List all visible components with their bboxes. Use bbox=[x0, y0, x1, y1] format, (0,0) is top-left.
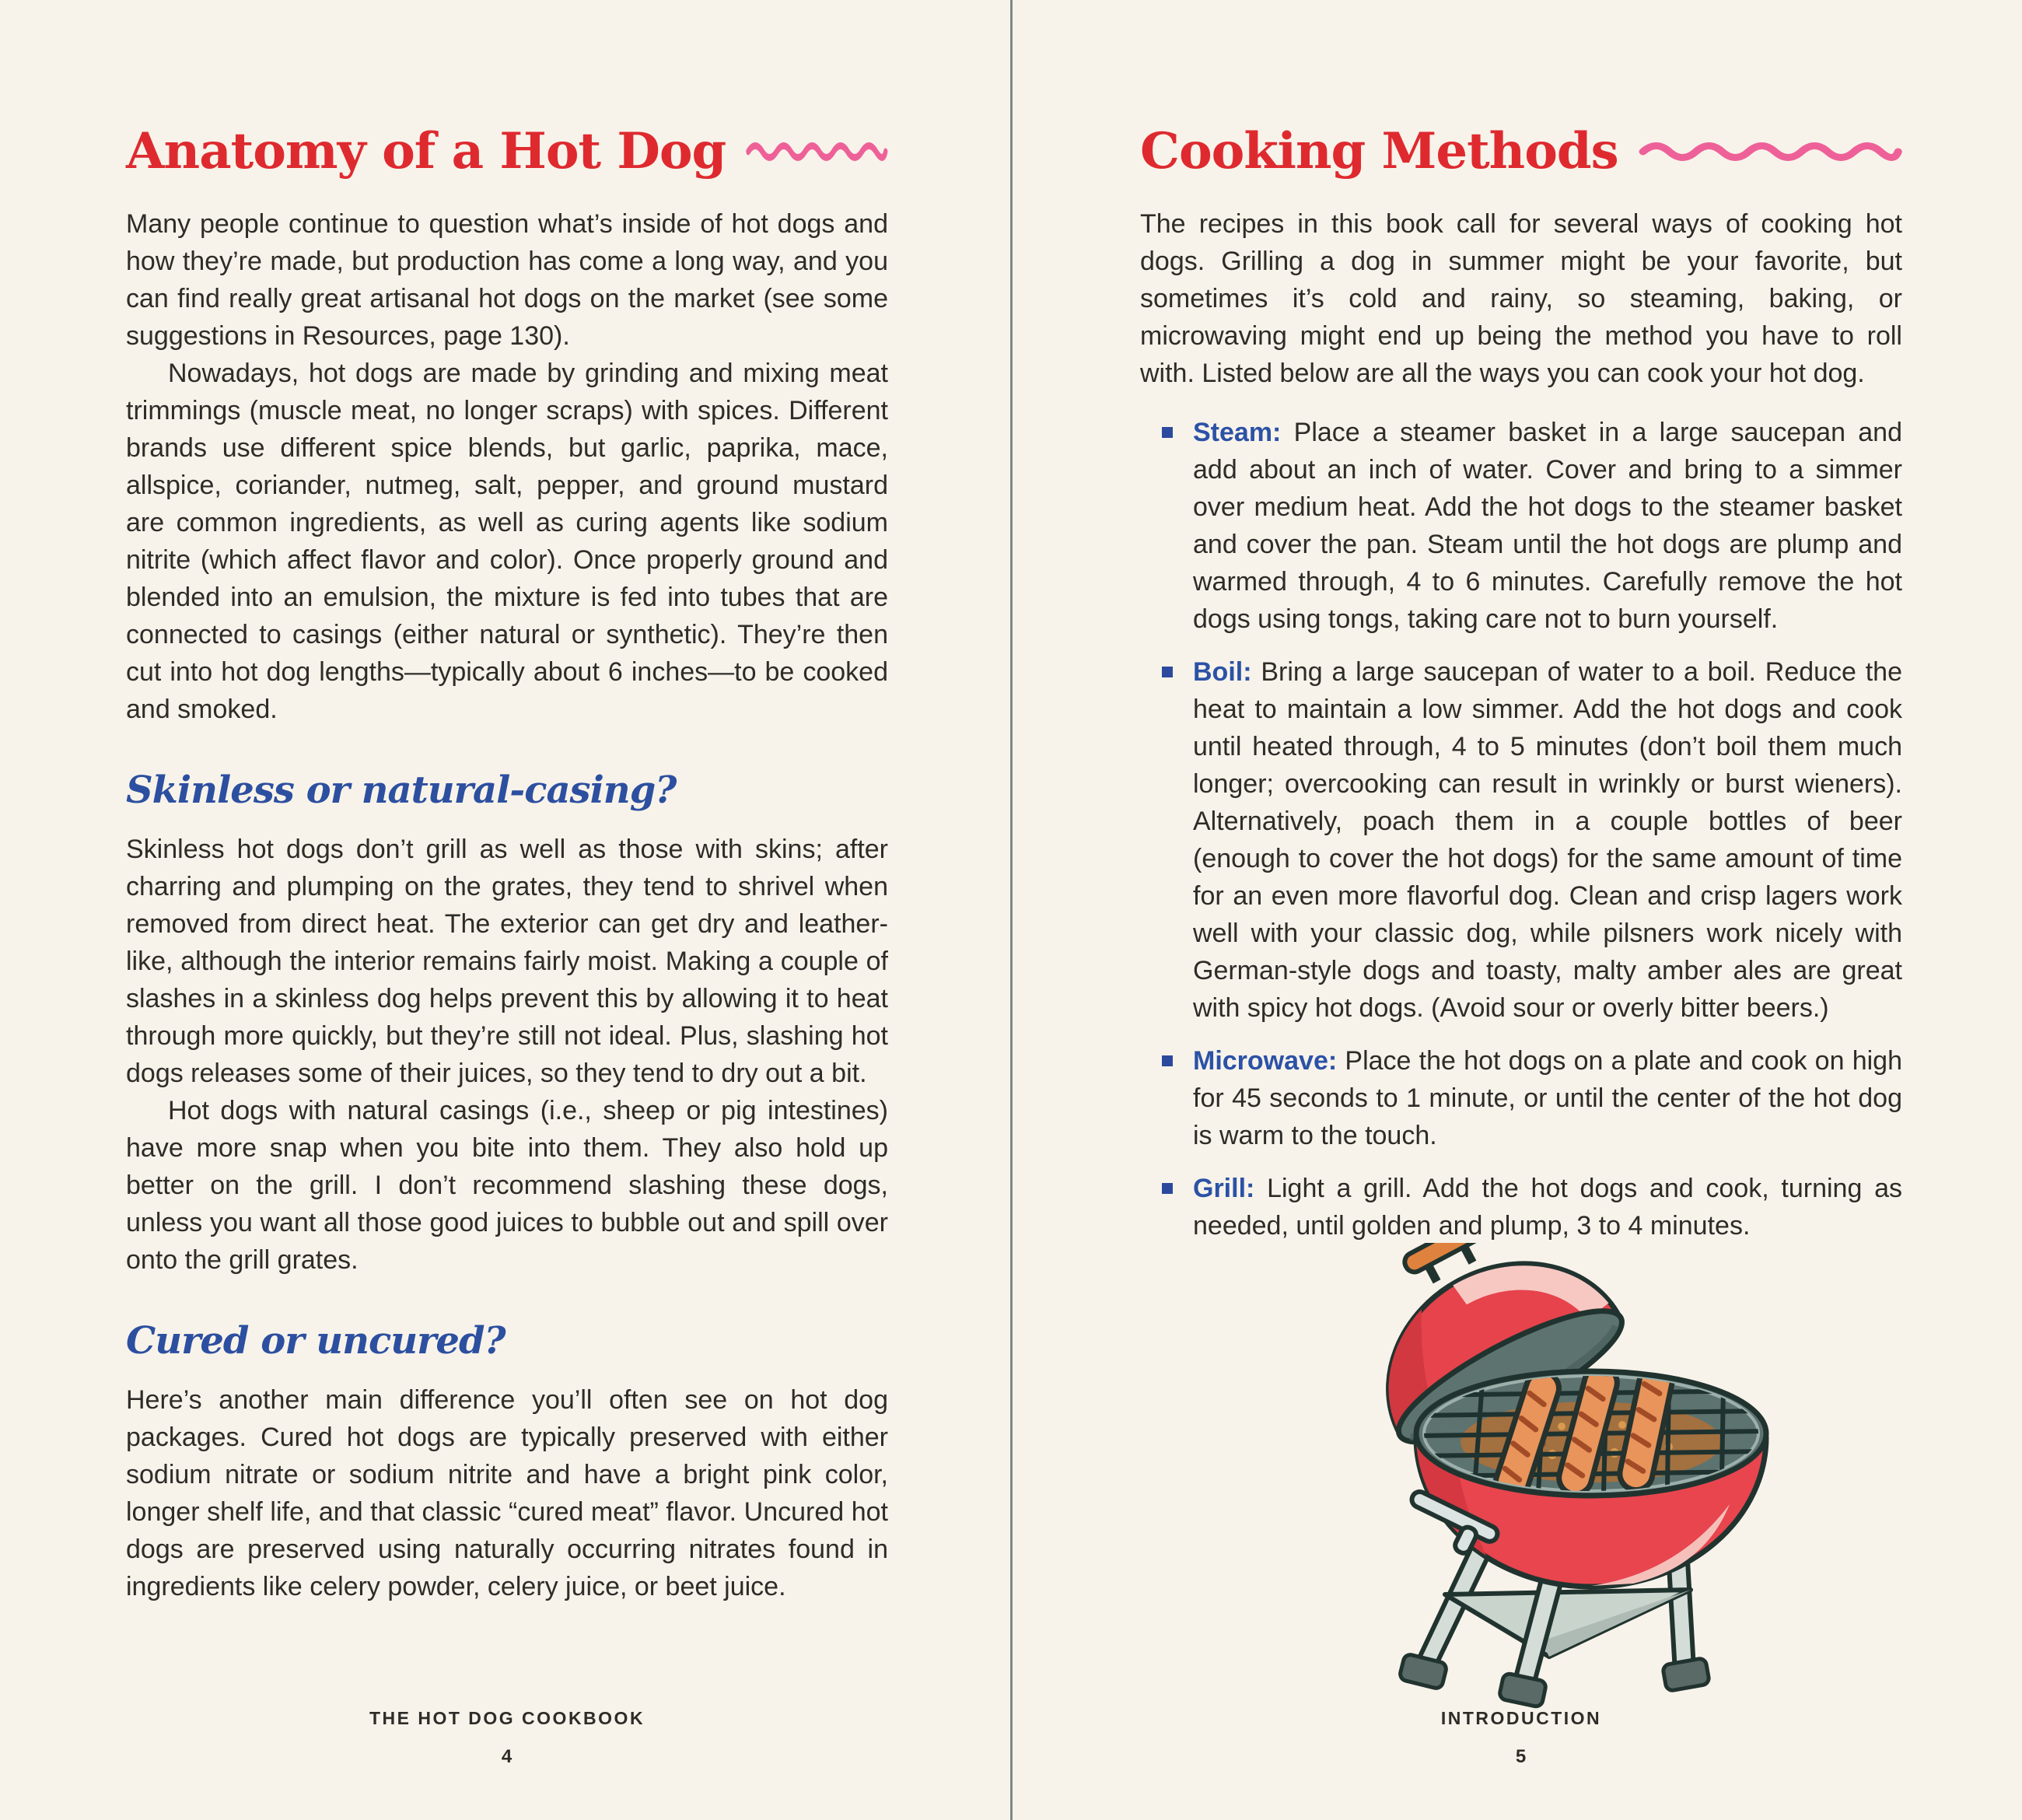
page-number: 4 bbox=[501, 1746, 513, 1767]
running-title: INTRODUCTION bbox=[1440, 1708, 1602, 1728]
bullet-square-icon bbox=[1162, 1055, 1173, 1066]
left-page-heading-row bbox=[126, 0, 888, 185]
method-label: Microwave: bbox=[1193, 1046, 1338, 1076]
right-page-heading-row bbox=[1140, 0, 1902, 185]
page-title: Cooking Methods bbox=[1140, 122, 1618, 180]
page-number: 5 bbox=[1515, 1746, 1527, 1767]
method-text: Bring a large saucepan of water to a boil. Reduce the heat to maintain a low simmer. Add the hot dogs and cook until heated through, 4 to 5 minutes (don’t boil them much longer; overcooking can result in wrinkly or burst wieners). Alternatively, poach them in a couple bottles of beer (enough to cover the hot dogs) for the same amount of time for an even more flavorful dog. Clean and crisp lagers work well with your classic dog, while pilsners work nicely with German-style dogs and toasty, malty amber ales are great with spicy hot dogs. (Avoid sour or overly bitter beers.) bbox=[1193, 657, 1902, 1023]
method-text: Light a grill. Add the hot dogs and cook, turning as needed, until golden and plump, 3 to 4 minutes. bbox=[1193, 1174, 1902, 1241]
bullet-square-icon bbox=[1162, 667, 1173, 677]
page-title: Anatomy of a Hot Dog bbox=[126, 122, 726, 180]
page-left bbox=[126, 0, 888, 1820]
list-item-grill bbox=[1140, 1170, 1902, 1244]
kettle-grill-illustration bbox=[1358, 1243, 1786, 1710]
page-right bbox=[1140, 0, 1902, 1820]
bullet-square-icon bbox=[1162, 1183, 1173, 1194]
cooking-methods-list bbox=[1140, 414, 1902, 1244]
list-item-microwave bbox=[1140, 1042, 1902, 1154]
method-text: Place the hot dogs on a plate and cook on high for 45 seconds to 1 minute, or until the center of the hot dog is warm to the touch. bbox=[1193, 1046, 1902, 1150]
list-item-steam bbox=[1140, 414, 1902, 638]
page-divider bbox=[1010, 0, 1013, 1820]
method-label: Grill: bbox=[1193, 1174, 1255, 1203]
section-heading: Skinless or natural-casing? bbox=[126, 768, 677, 812]
paragraph: Nowadays, hot dogs are made by grinding and mixing meat trimmings (muscle meat, no longer scraps) with spices. Different brands use different spice blends, but garlic, paprika, mace, allspice, coriander, nutmeg, salt, pepper, and ground mustard are common ingredients, as well as curing agents like sodium nitrite (which affect flavor and color). Once properly ground and blended into an emulsion, the mixture is fed into tubes that are connected to casings (either natural or synthetic). They’re then cut into hot dog lengths—typically about 6 inches—to be cooked and smoked. bbox=[126, 359, 888, 724]
paragraph: Many people continue to question what’s inside of hot dogs and how they’re made, but production has come a long way, and you can find really great artisanal hot dogs on the market (see some suggestions in Resources, page 130). bbox=[126, 209, 888, 351]
method-label: Boil: bbox=[1193, 657, 1252, 687]
squiggle-icon bbox=[746, 138, 888, 166]
paragraph: Skinless hot dogs don’t grill as well as those with skins; after charring and plumping on the grates, they tend to shrivel when removed from direct heat. The exterior can get dry and leather-like, although the interior remains fairly moist. Making a couple of slashes in a skinless dog helps prevent this by allowing it to heat through more quickly, but they’re still not ideal. Plus, slashing hot dogs releases some of their juices, so they tend to dry out a bit. bbox=[126, 835, 888, 1088]
paragraph: Hot dogs with natural casings (i.e., sheep or pig intestines) have more snap when you bite into them. They also hold up better on the grill. I don’t recommend slashing these dogs, unless you want all those good juices to bubble out and spill over onto the grill grates. bbox=[126, 1096, 888, 1275]
list-item-boil bbox=[1140, 653, 1902, 1027]
page-footer bbox=[126, 1708, 888, 1768]
section-heading: Cured or uncured? bbox=[126, 1319, 506, 1363]
grill-foot-icon bbox=[1399, 1654, 1710, 1708]
squiggle-icon bbox=[1639, 138, 1902, 166]
bullet-square-icon bbox=[1162, 427, 1173, 438]
paragraph: Here’s another main difference you’ll often see on hot dog packages. Cured hot dogs are typically preserved with either sodium nitrate or sodium nitrite and have a bright pink color, longer shelf life, and that classic “cured meat” flavor. Uncured hot dogs are preserved using naturally occurring nitrates found in ingredients like celery powder, celery juice, or beet juice. bbox=[126, 1385, 888, 1601]
method-label: Steam: bbox=[1193, 418, 1282, 447]
method-text: Place a steamer basket in a large saucepan and add about an inch of water. Cover and bring to a simmer over medium heat. Add the hot dogs to the steamer basket and cover the pan. Steam until the hot dogs are plump and warmed through, 4 to 6 minutes. Carefully remove the hot dogs using tongs, taking care not to burn yourself. bbox=[1193, 418, 1902, 634]
paragraph: The recipes in this book call for several ways of cooking hot dogs. Grilling a dog in summer might be your favorite, but sometimes it’s cold and rainy, so steaming, baking, or microwaving might end up being the method you have to roll with. Listed below are all the ways you can cook your hot dog. bbox=[1140, 209, 1902, 388]
grill-bowl-icon bbox=[1400, 1358, 1768, 1587]
page-footer bbox=[1140, 1708, 1902, 1768]
running-title: THE HOT DOG COOKBOOK bbox=[369, 1708, 645, 1728]
